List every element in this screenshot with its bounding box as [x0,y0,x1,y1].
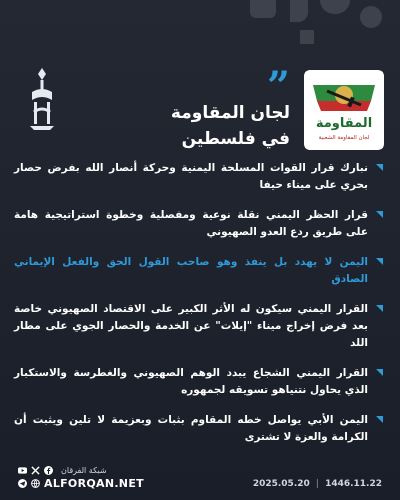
emblem-title: المقاومة [315,116,373,131]
quote-icon: ” [266,63,290,110]
header [24,63,384,160]
bullet-chevron-icon [374,304,384,320]
hijri-date: 1446.11.22 [325,479,382,489]
statement-list [14,160,384,459]
bullet-chevron-icon [374,415,384,431]
item-text: قرار الحظر اليمني نقلة نوعية ومفصلية وخطوة استراتيجية هامة على طريق ردع العدو الصهيوني [14,209,368,238]
item-text: القرار اليمني الشجاع يبدد الوهم الصهيوني والغطرسة والاستكبار الذي يحاول نتنياهو تسويقه لجمهوره [14,367,368,396]
emblem-graphic [305,71,383,149]
item-text: نبارك قرار القوات المسلحة اليمنية وحركة أنصار الله بفرض حصار بحري على ميناء حيفا [14,162,368,191]
list-item [14,365,384,399]
list-item [14,207,384,241]
bullet-chevron-icon [374,368,384,384]
bullet-chevron-icon [374,163,384,179]
resistance-emblem [304,70,384,150]
item-text: اليمن لا يهدد بل ينفذ وهو صاحب القول الحق والفعل الإيماني الصادق [14,256,368,285]
item-text: القرار اليمني سيكون له الأثر الكبير على الاقتصاد الصهيوني خاصة بعد فرض إخراج ميناء "إيلات" عن الخدمة والحصار الجوي على مطار اللد [14,303,368,349]
bullet-chevron-icon [374,257,384,273]
emblem-subtitle: لجان المقاومة الشعبية [318,135,370,141]
footer-dates [253,479,382,490]
page-subtitle: في فلسطين [181,129,290,149]
facebook-icon[interactable] [44,466,53,475]
social-links [18,466,107,475]
youtube-icon[interactable] [18,466,27,475]
site-row [18,477,144,490]
network-label: شبكة الفرقان [61,466,107,475]
gregorian-date: 2025.05.20 [252,479,310,489]
list-item-highlight [14,254,384,288]
globe-icon[interactable] [31,479,40,488]
list-item [14,412,384,446]
page-title: لجان المقاومة [170,103,290,123]
site-url-link[interactable]: ALFORQAN.NET [44,477,144,490]
footer [18,456,382,490]
date-separator: | [315,479,320,489]
list-item [14,160,384,194]
list-item [14,301,384,352]
x-icon[interactable] [31,466,40,475]
footer-brand [18,466,144,490]
item-text: اليمن الأبي يواصل خطه المقاوم بثبات وبعزيمة لا تلين ويثبت أن الكرامة والعزة لا تشترى [14,414,368,443]
telegram-icon[interactable] [18,479,27,488]
title-block [170,63,290,152]
bullet-chevron-icon [374,210,384,226]
